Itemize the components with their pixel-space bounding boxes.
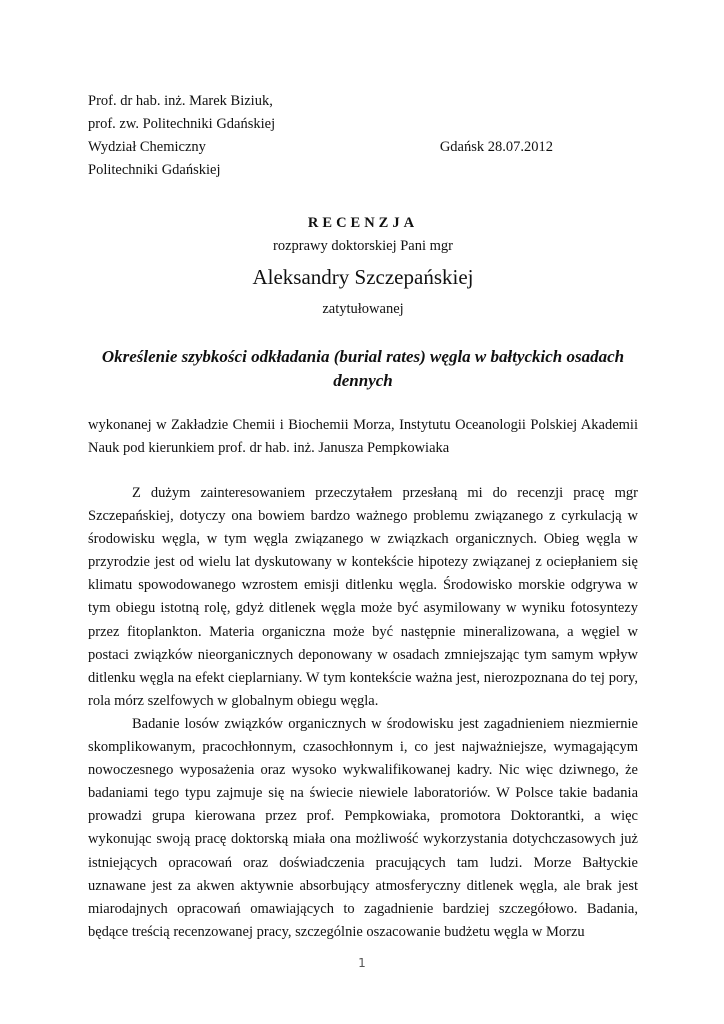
faculty-date-line (88, 136, 553, 159)
body-paragraph: Badanie losów związków organicznych w środowisku jest zagadnieniem niezmiernie skomplikowanym, pracochłonnym, czasochłonnym i, co jest najważniejsze, wymagającym nowoczesnego wyposażenia oraz wysoko wykwalifikowanej kadry. Nic więc dziwnego, że badaniami tego typu zajmuje się na świecie niewiele laboratoriów. W Polsce takie badania prowadzi grupa kierowana przez prof. Pempkowiaka, promotora Doktorantki, a więc wykonując swoją pracę doktorską miała ona możliwość wykorzystania dotychczasowych już istniejących opracowań oraz doświadczenia pracujących tam ludzi. Morze Bałtyckie uznawane jest za akwen aktywnie absorbujący atmosferyczny ditlenek węgla, ale brak jest miarodajnych opracowań omawiających to zagadnienie bardziej szczegółowo. Badania, będące treścią recenzowanej pracy, szczególnie oszacowanie budżetu węgla w Morzu (88, 715, 638, 940)
review-body (88, 482, 638, 944)
reviewer-header (88, 90, 648, 182)
candidate-name: Aleksandry Szczepańskiej (252, 265, 474, 289)
reviewer-university: Politechniki Gdańskiej (88, 162, 221, 178)
review-heading: RECENZJA (307, 215, 419, 231)
reviewer-title: prof. zw. Politechniki Gdańskiej (88, 116, 276, 132)
review-title-block (88, 212, 638, 321)
entitled-label: zatytułowanej (322, 301, 404, 317)
body-paragraph: Z dużym zainteresowaniem przeczytałem przesłaną mi do recenzji pracę mgr Szczepańskiej, dotyczy ona bowiem bardzo ważnego problemu związanego z cyrkulacją w środowisku węgla, w tym węgla związanego w związkach organicznych. Obieg węgla w przyrodzie jest od wielu lat dyskutowany w kontekście hipotezy związanej z ociepłaniem się klimatu spowodowanego wzrostem emisji ditlenku węgla. Środowisko morskie odgrywa w tym obiegu istotną rolę, gdyż ditlenek węgla może być asymilowany w wyniku fotosyntezy przez fitoplankton. Materia organiczna może być następnie mineralizowana, a węgiel w postaci związków nieorganicznych deponowany w osadach zmniejszając tym samym wpływ ditlenku węgla na efekt cieplarniany. W tym kontekście ważna jest, nierozpoznana do tej pory, rola mórz szelfowych w globalnym obiegu węgla. (88, 485, 638, 709)
intro-paragraph: wykonanej w Zakładzie Chemii i Biochemii Morza, Instytutu Oceanologii Polskiej Akademii Nauk pod kierunkiem prof. dr hab. inż. Janusza Pempkowiaka (88, 417, 638, 456)
review-subtitle: rozprawy doktorskiej Pani mgr (272, 238, 453, 254)
place-and-date: Gdańsk 28.07.2012 (439, 139, 553, 155)
reviewer-faculty: Wydział Chemiczny (88, 139, 206, 155)
thesis-title: Określenie szybkości odkładania (burial rates) węgla w bałtyckich osadach dennych (101, 347, 625, 390)
page-number: 1 (358, 956, 366, 970)
reviewer-name: Prof. dr hab. inż. Marek Biziuk, (88, 93, 273, 109)
